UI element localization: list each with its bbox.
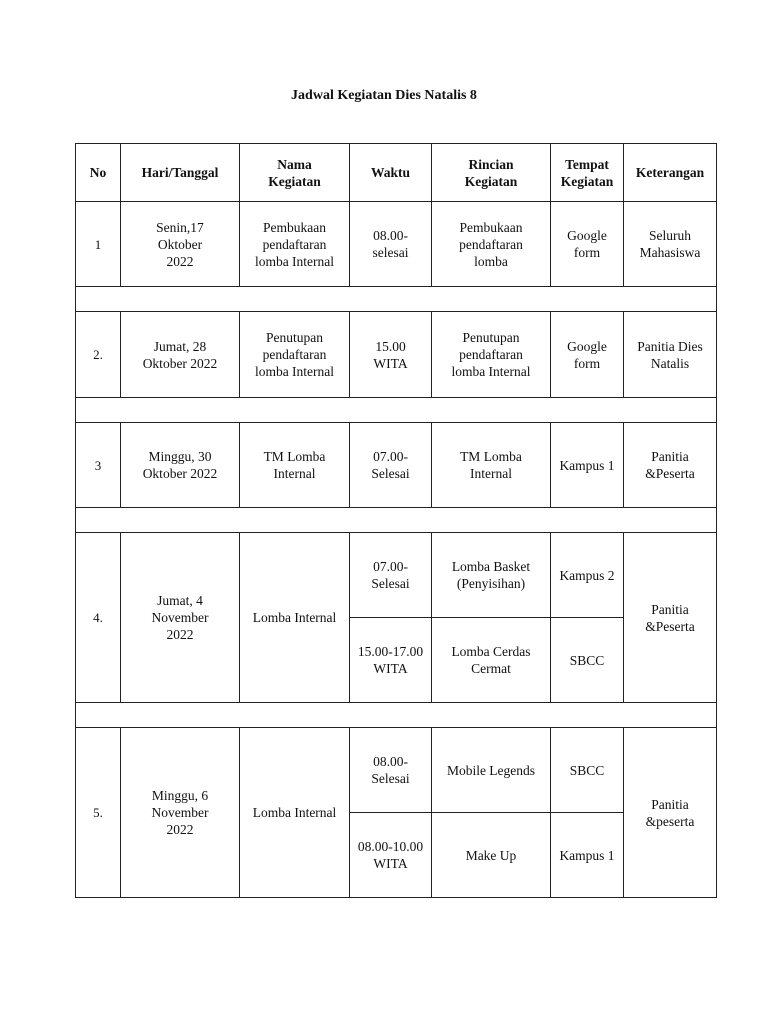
cell-day-date: Minggu, 30 Oktober 2022 <box>121 423 240 508</box>
cell-place: SBCC <box>551 618 624 703</box>
header-no: No <box>76 144 121 202</box>
table-row <box>76 533 717 618</box>
table-row <box>76 312 717 398</box>
cell-time: 08.00- Selesai <box>350 728 432 813</box>
cell-time: 08.00-10.00 WITA <box>350 813 432 898</box>
header-place: Tempat Kegiatan <box>551 144 624 202</box>
cell-notes: Panitia &peserta <box>624 728 717 898</box>
cell-place: Kampus 1 <box>551 423 624 508</box>
header-details: Rincian Kegiatan <box>432 144 551 202</box>
table-row <box>76 423 717 508</box>
cell-details: Penutupan pendaftaran lomba Internal <box>432 312 551 398</box>
cell-no: 4. <box>76 533 121 703</box>
header-row <box>76 144 717 202</box>
cell-details: Lomba Cerdas Cermat <box>432 618 551 703</box>
cell-activity-name: Pembukaan pendaftaran lomba Internal <box>240 202 350 287</box>
document-title: Jadwal Kegiatan Dies Natalis 8 <box>291 88 477 103</box>
cell-notes: Panitia &Peserta <box>624 533 717 703</box>
separator-row <box>76 287 717 312</box>
schedule-table <box>75 143 717 898</box>
separator-cell <box>76 508 717 533</box>
cell-day-date: Senin,17 Oktober 2022 <box>121 202 240 287</box>
cell-details: TM Lomba Internal <box>432 423 551 508</box>
separator-cell <box>76 703 717 728</box>
cell-place: Google form <box>551 312 624 398</box>
cell-notes: Panitia Dies Natalis <box>624 312 717 398</box>
cell-notes: Panitia &Peserta <box>624 423 717 508</box>
cell-details: Make Up <box>432 813 551 898</box>
cell-day-date: Jumat, 28 Oktober 2022 <box>121 312 240 398</box>
table-row <box>76 728 717 813</box>
cell-time: 08.00- selesai <box>350 202 432 287</box>
separator-row <box>76 508 717 533</box>
cell-place: Google form <box>551 202 624 287</box>
cell-place: Kampus 2 <box>551 533 624 618</box>
header-notes: Keterangan <box>624 144 717 202</box>
cell-activity-name: Lomba Internal <box>240 533 350 703</box>
cell-place: SBCC <box>551 728 624 813</box>
table-row <box>76 202 717 287</box>
header-time: Waktu <box>350 144 432 202</box>
cell-activity-name: Lomba Internal <box>240 728 350 898</box>
cell-notes: Seluruh Mahasiswa <box>624 202 717 287</box>
cell-no: 3 <box>76 423 121 508</box>
cell-details: Lomba Basket (Penyisihan) <box>432 533 551 618</box>
cell-activity-name: TM Lomba Internal <box>240 423 350 508</box>
cell-time: 07.00- Selesai <box>350 533 432 618</box>
cell-activity-name: Penutupan pendaftaran lomba Internal <box>240 312 350 398</box>
cell-time: 07.00- Selesai <box>350 423 432 508</box>
separator-row <box>76 398 717 423</box>
header-day-date: Hari/Tanggal <box>121 144 240 202</box>
cell-no: 1 <box>76 202 121 287</box>
cell-time: 15.00 WITA <box>350 312 432 398</box>
cell-time: 15.00-17.00 WITA <box>350 618 432 703</box>
separator-row <box>76 703 717 728</box>
cell-details: Mobile Legends <box>432 728 551 813</box>
cell-no: 2. <box>76 312 121 398</box>
separator-cell <box>76 398 717 423</box>
header-activity-name: Nama Kegiatan <box>240 144 350 202</box>
cell-no: 5. <box>76 728 121 898</box>
cell-place: Kampus 1 <box>551 813 624 898</box>
cell-day-date: Minggu, 6 November 2022 <box>121 728 240 898</box>
separator-cell <box>76 287 717 312</box>
cell-day-date: Jumat, 4 November 2022 <box>121 533 240 703</box>
cell-details: Pembukaan pendaftaran lomba <box>432 202 551 287</box>
